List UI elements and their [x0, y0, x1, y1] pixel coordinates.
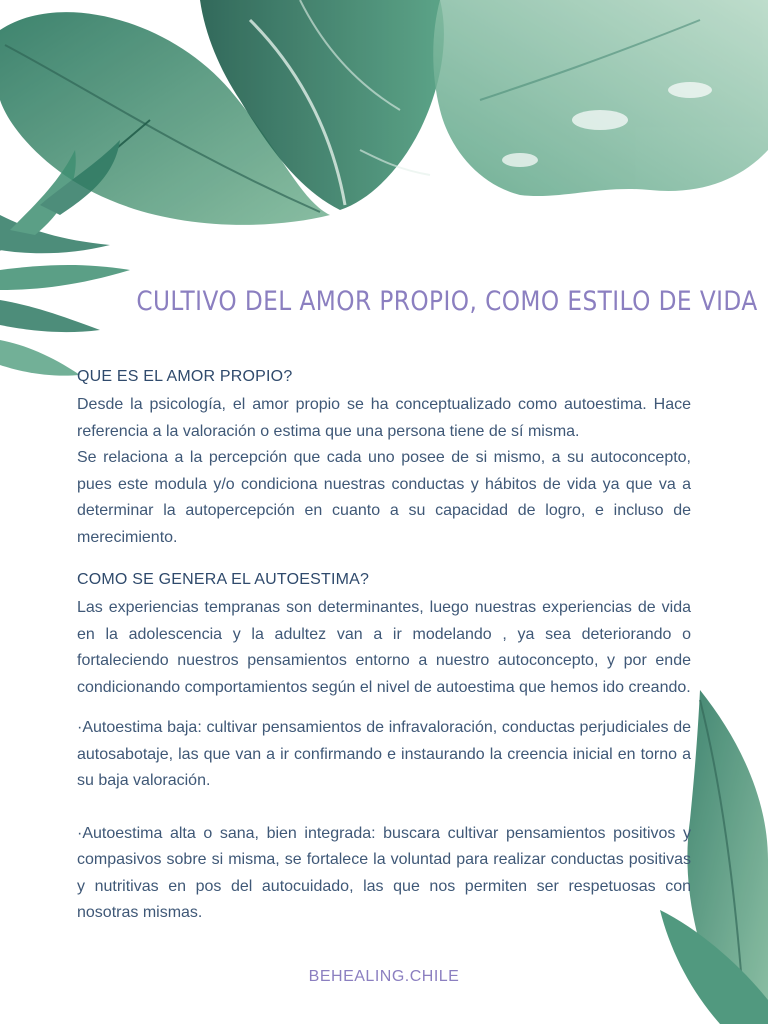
article-body [77, 368, 691, 927]
page-title: CULTIVO DEL AMOR PROPIO, COMO ESTILO DE VIDA [136, 286, 758, 317]
paragraph-percepcion: Se relaciona a la percepción que cada uno posee de si mismo, a su autoconcepto, pues este modula y/o condiciona nuestras conductas y hábitos de vida ya que va a determinar la autopercepción en cuanto a su capacidad de logro, e incluso de merecimiento. [77, 449, 691, 546]
leaf-top-right [433, 0, 768, 196]
paragraph-autoestima-alta: ·Autoestima alta o sana, bien integrada: buscara cultivar pensamientos positivos y compasivos sobre si misma, se fortalece la voluntad para realizar conductas positivas y nutritivas en pos del autocuidado, las que nos permiten ser respetuosas con nosotras mismas. [77, 824, 691, 921]
paragraph-definition: Desde la psicología, el amor propio se ha conceptualizado como autoestima. Hace referencia a la valoración o estima que una persona tiene de sí misma. [77, 396, 691, 440]
footer-brand: BEHEALING.CHILE [308, 968, 460, 985]
paragraph-autoestima-baja: ·Autoestima baja: cultivar pensamientos de infravaloración, conductas perjudiciales de autosabotaje, las que van a ir confirmando e instaurando la creencia inicial en torno a su baja valoración. [77, 719, 691, 789]
section-heading-autoestima: COMO SE GENERA EL AUTOESTIMA? [77, 571, 370, 588]
section-heading-amor-propio: QUE ES EL AMOR PROPIO? [77, 368, 293, 385]
paragraph-experiencias: Las experiencias tempranas son determinantes, luego nuestras experiencias de vida en la adolescencia y la adultez van a ir modelando , ya sea deteriorando o fortaleciendo nuestros pensamientos entorno a nuestro autoconcepto, y por ende condicionando comportamientos según el nivel de autoestima que hemos ido creando. [77, 599, 691, 696]
